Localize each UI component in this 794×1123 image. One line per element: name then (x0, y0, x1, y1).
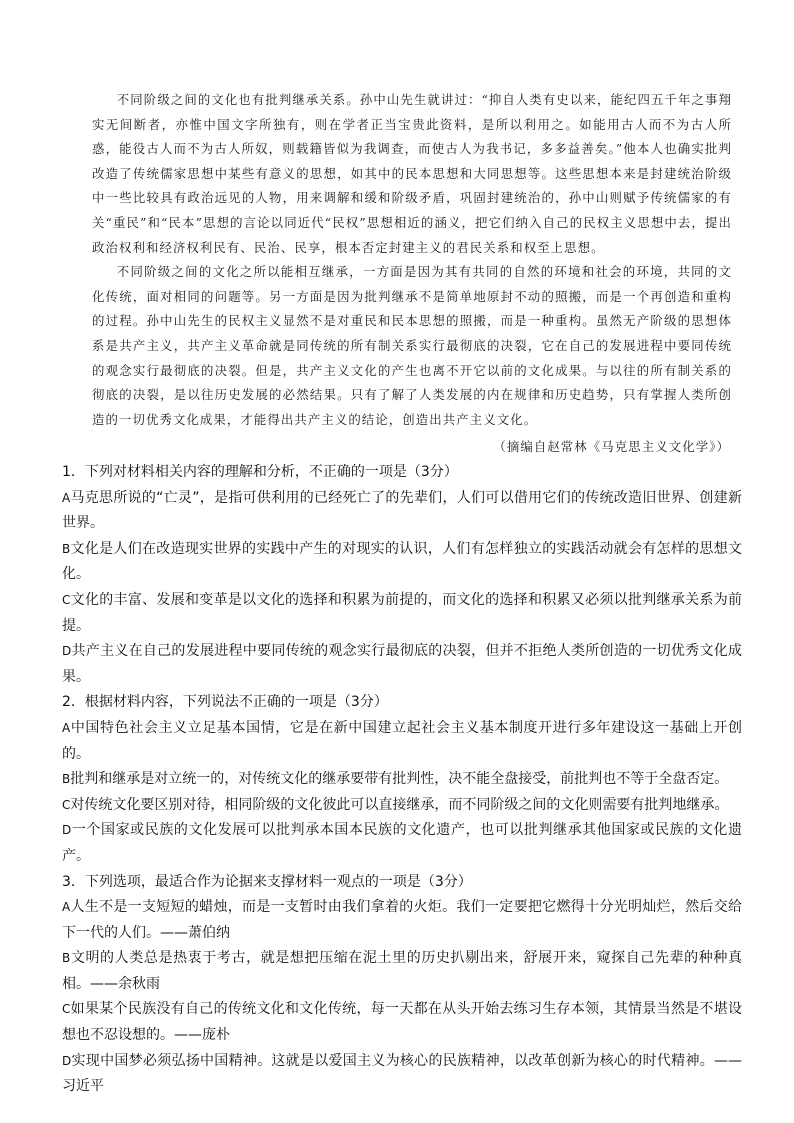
option-a: A中国特色社会主义立足基本国情，它是在新中国建立起社会主义基本制度开进行多年建设这一基础上开创的。 (62, 719, 742, 762)
option-c: C文化的丰富、发展和变革是以文化的选择和积累为前提的，而文化的选择和积累又必须以批判继承关系为前提。 (62, 591, 742, 634)
question-title: 3．下列选项，最适合作为论据来支撑材料一观点的一项是（3分） (62, 873, 472, 890)
option-d: D一个国家或民族的文化发展可以批判承本国本民族的文化遗产，也可以批判继承其他国家或民族的文化遗产。 (62, 822, 742, 864)
question-2 (62, 690, 742, 869)
option-b: B批判和继承是对立统一的，对传统文化的继承要带有批判性，决不能全盘接受，前批判也不等于全盘否定。 (62, 771, 729, 788)
option-b: B文化是人们在改造现实世界的实践中产生的对现实的认识，人们有怎样独立的实践活动就会有怎样的思想文化。 (62, 540, 742, 583)
question-title: 1．下列对材料相关内容的理解和分析，不正确的一项是（3分） (62, 464, 458, 480)
question-title: 2．根据材料内容，下列说法不正确的一项是（3分） (62, 694, 388, 711)
option-b: B文明的人类总是热衷于考古，就是想把压缩在泥土里的历史扒剔出来，舒展开来，窥探自己先辈的种种真相。——余秋雨 (62, 950, 742, 992)
option-c: C对传统文化要区别对待，相同阶级的文化彼此可以直接继承，而不同阶级之间的文化则需要有批判地继承。 (62, 796, 729, 813)
question-list (62, 460, 742, 1100)
question-3 (62, 870, 742, 1100)
option-a: A人生不是一支短短的蜡烛，而是一支暂时由我们拿着的火炬。我们一定要把它燃得十分光明灿烂，然后交给下一代的人们。——萧伯纳 (62, 899, 742, 941)
passage-paragraph-1: 不同阶级之间的文化也有批判继承关系。孙中山先生就讲过：“抑自人类有史以来，能纪四五千年之事翔实无间断者，亦惟中国文字所独有，则在学者正当宝贵此资料，是所以利用之。如能用古人而不为古人所惑，能役古人而不为古人所奴，则载籍皆似为我调查，而使古人为我书记，多多益善矣。”他本人也确实批判改造了传统儒家思想中某些有意义的思想，如其中的民本思想和大同思想等。这些思想本来是封建统治阶级中一些比较具有政治远见的人物，用来调解和缓和阶级矛盾，巩固封建统治的，孙中山则赋予传统儒家的有关“重民”和“民本”思想的言论以同近代“民权”思想相近的涵义，把它们纳入自己的民权主义思想中去，提出政治权利和经济权利民有、民治、民享，根本否定封建主义的君民关系和权至上思想。 (92, 92, 732, 255)
option-d: D共产主义在自己的发展进程中要同传统的观念实行最彻底的决裂，但并不拒绝人类所创造的一切优秀文化成果。 (62, 643, 742, 685)
passage-source: （摘编自赵常林《马克思主义文化学》） (493, 439, 730, 454)
option-a: A马克思所说的“亡灵”，是指可供利用的已经死亡了的先辈们，人们可以借用它们的传统改造旧世界、创建新世界。 (62, 489, 742, 532)
option-d: D实现中国梦必须弘扬中国精神。这就是以爱国主义为核心的民族精神，以改革创新为核心的时代精神。——习近平 (62, 1052, 742, 1095)
option-c: C如果某个民族没有自己的传统文化和文化传统，每一天都在从头开始去练习生存本领，其情景当然是不堪设想也不忍设想的。——庞朴 (62, 1001, 742, 1044)
reading-passage (92, 88, 732, 432)
question-1 (62, 460, 742, 690)
passage-paragraph-2: 不同阶级之间的文化之所以能相互继承，一方面是因为其有共同的自然的环境和社会的环境，共同的文化传统，面对相同的问题等。另一方面是因为批判继承不是简单地原封不动的照搬，而是一个再创造和重构的过程。孙中山先生的民权主义显然不是对重民和民本思想的照搬，而是一种重构。虽然无产阶级的思想体系是共产主义，共产主义革命就是同传统的所有制关系实行最彻底的决裂，它在自己的发展进程中要同传统的观念实行最彻底的决裂。但是，共产主义文化的产生也离不开它以前的文化成果。与以往的所有制关系的彻底的决裂，是以往历史发展的必然结果。只有了解了人类发展的内在规律和历史趋势，只有掌握人类所创造的一切优秀文化成果，才能得出共产主义的结论，创造出共产主义文化。 (92, 264, 732, 427)
